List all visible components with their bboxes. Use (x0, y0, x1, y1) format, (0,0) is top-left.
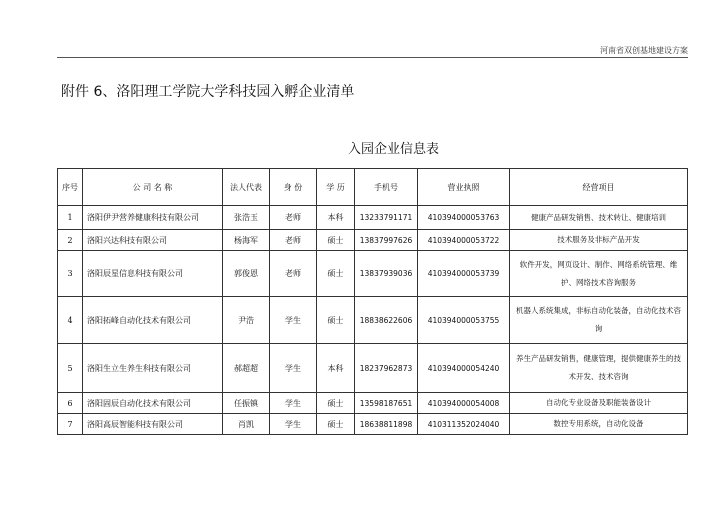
table-row (58, 414, 688, 435)
legal-rep: 郭俊恩 (223, 251, 270, 297)
table-row (58, 393, 688, 414)
row-index: 1 (58, 206, 83, 230)
enterprise-table (57, 168, 688, 435)
legal-rep: 肖凯 (223, 414, 270, 435)
row-index: 3 (58, 251, 83, 297)
company-name: 洛阳兴达科技有限公司 (83, 230, 223, 251)
col-header: 学 历 (317, 169, 355, 206)
company-name: 洛阳固辰自动化技术有限公司 (83, 393, 223, 414)
phone: 13598187651 (355, 393, 418, 414)
education: 本科 (317, 206, 355, 230)
legal-rep: 张浩玉 (223, 206, 270, 230)
business-scope: 数控专用系统，自动化设备 (510, 414, 688, 435)
license: 410394000053755 (418, 297, 510, 344)
legal-rep: 郝超超 (223, 344, 270, 393)
phone: 13233791171 (355, 206, 418, 230)
identity: 老师 (270, 230, 317, 251)
col-header: 序号 (58, 169, 83, 206)
identity: 老师 (270, 206, 317, 230)
education: 硕士 (317, 297, 355, 344)
table-row (58, 251, 688, 297)
phone: 18237962873 (355, 344, 418, 393)
table-row (58, 297, 688, 344)
education: 本科 (317, 344, 355, 393)
running-header: 河南省双创基地建设方案 (600, 46, 688, 55)
identity: 学生 (270, 297, 317, 344)
license: 410394000054240 (418, 344, 510, 393)
business-scope: 技术服务及非标产品开发 (510, 230, 688, 251)
appendix-heading: 附件 6、洛阳理工学院大学科技园入孵企业清单 (61, 84, 355, 100)
phone: 13837997626 (355, 230, 418, 251)
identity: 学生 (270, 344, 317, 393)
business-scope: 软件开发，网页设计、制作、网络系统管理、维护、网络技术咨询服务 (510, 251, 688, 297)
row-index: 6 (58, 393, 83, 414)
identity: 学生 (270, 393, 317, 414)
phone: 18838622606 (355, 297, 418, 344)
identity: 学生 (270, 414, 317, 435)
legal-rep: 尹浩 (223, 297, 270, 344)
license: 410394000053763 (418, 206, 510, 230)
table-row (58, 344, 688, 393)
business-scope: 机器人系统集成，非标自动化装备，自动化技术咨询 (510, 297, 688, 344)
company-name: 洛阳生立生养生科技有限公司 (83, 344, 223, 393)
row-index: 5 (58, 344, 83, 393)
education: 硕士 (317, 230, 355, 251)
col-header: 经营项目 (510, 169, 688, 206)
col-header: 公 司 名 称 (83, 169, 223, 206)
license: 410394000053722 (418, 230, 510, 251)
col-header: 身 份 (270, 169, 317, 206)
identity: 老师 (270, 251, 317, 297)
col-header: 手机号 (355, 169, 418, 206)
company-name: 洛阳拓峰自动化技术有限公司 (83, 297, 223, 344)
education: 硕士 (317, 251, 355, 297)
education: 硕士 (317, 414, 355, 435)
col-header: 法人代表 (223, 169, 270, 206)
business-scope: 养生产品研发销售，健康管理，提供健康养生的技术开发、技术咨询 (510, 344, 688, 393)
company-name: 洛阳高辰智能科技有限公司 (83, 414, 223, 435)
license: 410311352024040 (418, 414, 510, 435)
row-index: 7 (58, 414, 83, 435)
education: 硕士 (317, 393, 355, 414)
phone: 18638811898 (355, 414, 418, 435)
table-row (58, 206, 688, 230)
table-row (58, 230, 688, 251)
business-scope: 自动化专业设备及职能装备设计 (510, 393, 688, 414)
company-name: 洛阳伊尹营养健康科技有限公司 (83, 206, 223, 230)
header-rule (57, 57, 688, 58)
row-index: 2 (58, 230, 83, 251)
license: 410394000054008 (418, 393, 510, 414)
legal-rep: 任振镇 (223, 393, 270, 414)
legal-rep: 杨海军 (223, 230, 270, 251)
row-index: 4 (58, 297, 83, 344)
table-header-row (58, 169, 688, 206)
phone: 13837939036 (355, 251, 418, 297)
license: 410394000053739 (418, 251, 510, 297)
company-name: 洛阳辰星信息科技有限公司 (83, 251, 223, 297)
table-title: 入园企业信息表 (348, 142, 440, 157)
business-scope: 健康产品研发销售、技术转让、健康培训 (510, 206, 688, 230)
col-header: 营业执照 (418, 169, 510, 206)
